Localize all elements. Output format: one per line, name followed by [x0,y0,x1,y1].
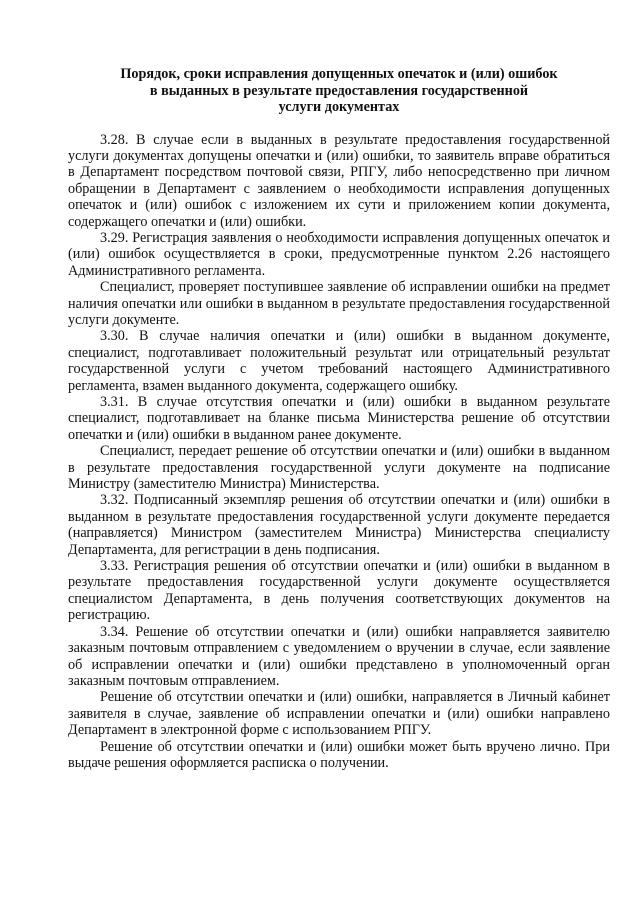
section-heading [68,66,610,116]
paragraph-3-29: 3.29. Регистрация заявления о необходимости исправления допущенных опечаток и (или) ошибок осуществляется в сроки, предусмотренные пунктом 2.26 настоящего Административного регламента. [68,229,610,279]
paragraph-3-33: 3.33. Регистрация решения об отсутствии опечатки и (или) ошибки в выданном в результате предоставления государственной услуги документе осуществляется специалистом Департамента, в день получения соответствующих документов на регистрацию. [68,558,610,624]
paragraph-specialist-check: Специалист, проверяет поступившее заявление об исправлении ошибки на предмет наличия опечатки или ошибки в выданном в результате предоставления государственной услуги документе. [68,279,610,328]
paragraph-specialist-transfer: Специалист, передает решение об отсутствии опечатки и (или) ошибки в выданном в результате предоставления государственной услуги документе на подписание Министру (заместителю Министра) Министерства. [68,443,610,493]
paragraph-3-34: 3.34. Решение об отсутствии опечатки и (или) ошибки направляется заявителю заказным почтовым отправлением с уведомлением о вручении в случае, если заявление об исправлении опечатки и (или) ошибки представлено в уполномоченный орган заказным почтовым отправлением. [68,623,610,689]
heading-line: в выданных в результате предоставления государственной [149,82,529,99]
paragraph-3-31: 3.31. В случае отсутствия опечатки и (или) ошибки в выданном результате специалист, подготавливает на бланке письма Министерства решение об отсутствии опечатки и (или) ошибки в выданном ранее документе. [68,394,610,443]
paragraph-3-28: 3.28. В случае если в выданных в результате предоставления государственной услуги документах допущены опечатки и (или) ошибки, то заявитель вправе обратиться в Департамент посредством почтовой связи, РПГУ, либо непосредственно при личном обращении в Департамент с заявлением о необходимости исправления допущенных опечаток и (или) ошибок с изложением их сути и приложением копии документа, содержащего опечатки и (или) ошибки. [68,131,610,230]
paragraph-3-32: 3.32. Подписанный экземпляр решения об отсутствии опечатки и (или) ошибки в выданном в результате предоставления государственной услуги документе передается (направляется) Министром (заместителем Министра) Министерства специалисту Департамента, для регистрации в день подписания. [68,492,610,558]
paragraph-personal-cabinet: Решение об отсутствии опечатки и (или) ошибки, направляется в Личный кабинет заявителя в случае, заявление об исправлении опечатки и (или) ошибки направлено Департамент в электронной форме с использованием РПГУ. [68,689,610,739]
heading-line: Порядок, сроки исправления допущенных опечаток и (или) ошибок [120,66,558,82]
heading-line: услуги документах [278,99,400,115]
paragraph-3-30: 3.30. В случае наличия опечатки и (или) ошибки в выданном документе, специалист, подготавливает положительный результат или отрицательный результат государственной услуги с учетом требований настоящего Административного регламента, взамен выданного документа, содержащего ошибку. [68,328,610,394]
paragraph-personal-delivery: Решение об отсутствии опечатки и (или) ошибки может быть вручено лично. При выдаче решения оформляется расписка о получении. [68,738,610,771]
document-body [68,132,610,772]
